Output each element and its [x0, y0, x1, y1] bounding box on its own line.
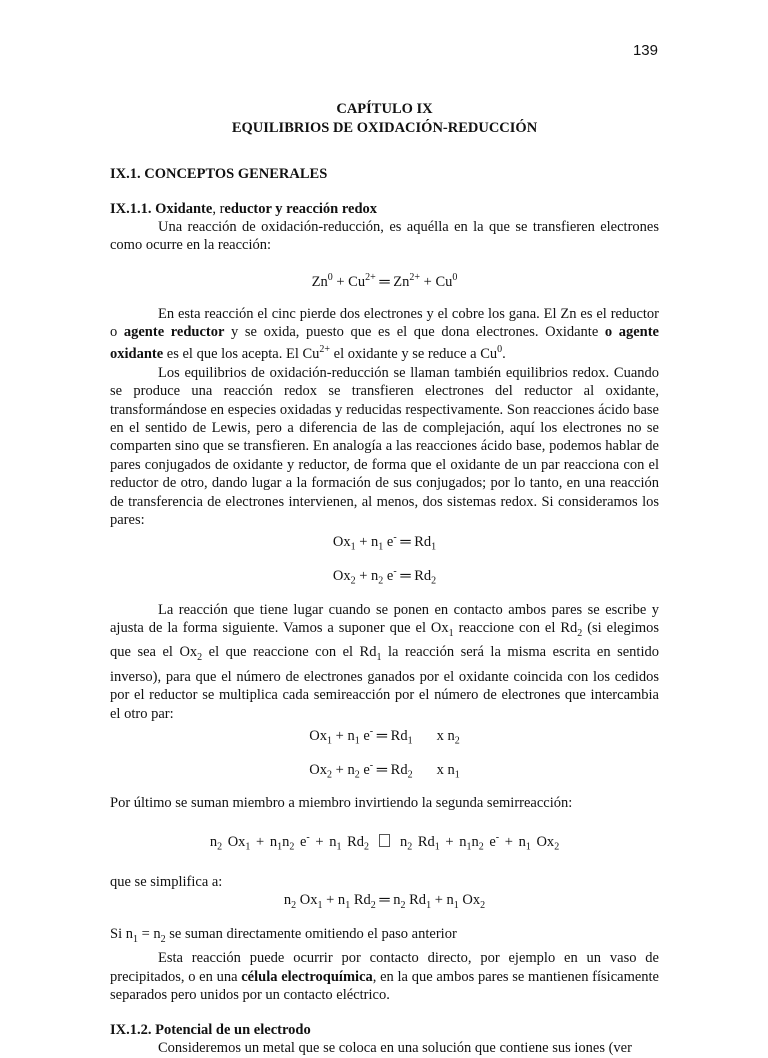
eq-text: + n [355, 567, 379, 584]
eq-text: Rd [341, 833, 364, 850]
text: (si elegimos que sea el Ox [110, 620, 659, 661]
eq-sub: 2 [350, 575, 356, 587]
equation-pair-2-first [110, 723, 659, 751]
eq-text: e [359, 761, 370, 778]
sub: 1 [448, 628, 454, 640]
missing-arrow-glyph-icon [379, 834, 390, 847]
eq-text: Rd [350, 891, 371, 908]
equation-simplified [110, 891, 659, 915]
eq-sub: 1 [277, 841, 283, 853]
eq-sup: - [306, 831, 310, 843]
subsection-heading-oxidante [110, 201, 659, 218]
eq-sub: 2 [431, 575, 437, 587]
eq-text: + n [332, 761, 355, 778]
eq-text: Ox [309, 761, 328, 778]
eq-text: Rd [405, 891, 427, 908]
eq-text: + n [309, 833, 337, 850]
eq-sub: 2 [364, 841, 369, 853]
eq-text: Rd [412, 833, 435, 850]
chapter-number: CAPÍTULO IX [336, 101, 433, 117]
eq-text: ═ Rd [373, 761, 408, 778]
text: la reacción será la misma escrita en sentido inverso), para que el número de electrones ganados por el oxidante coincida con los cedidos por el reductor se multiplica cada semireacción por el número de electrones que intercambia el otro par: [110, 644, 659, 722]
eq-text: Ox [332, 534, 351, 551]
eq-text: n [209, 833, 218, 850]
eq-text: Ox [296, 891, 318, 908]
page-number: 139 [632, 42, 658, 59]
eq-text: ═ Zn [375, 273, 410, 290]
eq-sup: - [369, 759, 374, 771]
eq-text: Ox [458, 891, 481, 908]
eq-sub: 2 [407, 841, 413, 853]
heading-text: IX.1.2. Potencial de un electrodo [110, 1022, 311, 1039]
page-content [110, 100, 659, 1058]
text: y se oxida, puesto que es el que dona electrones. Oxidante [224, 324, 605, 341]
eq-sub: 1 [454, 769, 460, 781]
section-heading: IX.1. CONCEPTOS GENERALES [110, 166, 328, 182]
text: es el que los acepta. El Cu [163, 346, 320, 363]
text: se suman directamente omitiendo el paso anterior [165, 925, 457, 942]
text: el que reaccione con el Rd [202, 644, 377, 661]
eq-sup: 2+ [365, 271, 376, 283]
equation-pair-1-first [110, 529, 659, 557]
eq-sup: 0 [452, 271, 458, 283]
eq-sub: 1 [431, 542, 437, 554]
paragraph-redox-equilibria: Los equilibrios de oxidación-reducción se llaman también equilibrios redox. Cuando se produce una reacción redox se transfieren electrones del reductor al oxidante, transformándose en especies oxidadas y reducidas respectivamente. Son reacciones ácido base en el sentido de Lewis, pero a diferencia de las de complejación, aquí los electrones no se comparten sino que se transfieren. En analogía a las reacciones ácido base, podemos hablar de pares conjugados de oxidante y reductor, de forma que el oxidante de un par reacciona con el reductor de otro, dando lugar a la formación de sus conjugados; por lo tanto, en una reacción de transferencia de electrones intervienen, al menos, dos sistemas redox. Si consideramos los pares: [110, 364, 659, 528]
paragraph-sum: Por último se suman miembro a miembro invirtiendo la segunda semirreacción: [110, 795, 573, 812]
eq-sub: 2 [554, 841, 560, 853]
paragraph-electrode: Consideremos un metal que se coloca en una solución que contiene sus iones (ver [158, 1040, 632, 1057]
eq-sub: 1 [350, 542, 356, 554]
paragraph-reaction-setup [110, 601, 659, 723]
eq-sub: 2 [480, 899, 486, 911]
eq-sub: 1 [453, 899, 459, 911]
equation-sum [110, 829, 659, 857]
sup: 0 [497, 344, 503, 356]
text: En esta reacción el cinc pierde dos electrones y el cobre los gana. El Zn es el reductor o [110, 305, 659, 341]
eq-text: ═ n [375, 891, 401, 908]
eq-sub: 1 [327, 735, 333, 747]
sub: 2 [197, 652, 203, 664]
eq-text: e [383, 534, 394, 551]
eq-sub: 1 [466, 841, 472, 853]
eq-sub: 1 [426, 899, 432, 911]
bold-term: agente reductor [123, 324, 225, 341]
subsection-heading-potencial [110, 1022, 659, 1039]
eq-text: Ox [332, 567, 351, 584]
sub: 1 [376, 652, 382, 664]
eq-text: Ox [530, 833, 555, 850]
eq-sub: 1 [317, 899, 323, 911]
eq-sub: 2 [291, 899, 297, 911]
eq-sup: 2+ [409, 271, 421, 283]
eq-text: + n [439, 833, 467, 850]
eq-sub: 1 [245, 841, 251, 853]
eq-text: e [483, 833, 496, 850]
text: el oxidante y se reduce a Cu [330, 346, 498, 363]
eq-text: n [283, 891, 292, 908]
eq-text: + n [250, 833, 278, 850]
heading-part: IX.1.1. Oxidante [110, 201, 213, 217]
eq-text: + n [499, 833, 526, 850]
eq-text: + n [431, 891, 454, 908]
eq-text: e [359, 727, 370, 744]
eq-text: e [383, 567, 394, 584]
eq-sub: 1 [354, 735, 360, 747]
equation-pair-2-second [110, 757, 659, 785]
eq-text: + Cu [420, 273, 453, 290]
eq-sub: 1 [525, 841, 531, 853]
eq-sub: 1 [407, 735, 413, 747]
eq-text: e [294, 833, 307, 850]
eq-text: + Cu [332, 273, 366, 290]
paragraph-equal-n [110, 925, 659, 949]
eq-sub: 2 [354, 769, 360, 781]
eq-sub: 2 [454, 735, 460, 747]
eq-sub: 2 [289, 841, 295, 853]
equation-zn-cu [110, 269, 659, 291]
text: Si n [110, 925, 133, 942]
text: , en la que ambos pares se mantienen físicamente separados pero unidos por un contacto eléctrico. [110, 968, 659, 1003]
eq-sub: 2 [400, 899, 406, 911]
eq-text: Zn [311, 273, 328, 290]
chapter-title: EQUILIBRIOS DE OXIDACIÓN-REDUCCIÓN [231, 120, 538, 136]
eq-sub: 1 [434, 841, 440, 853]
eq-sub: 2 [478, 841, 484, 853]
eq-text: n [471, 833, 479, 850]
eq-text: ═ Rd [373, 727, 408, 744]
paragraph-simplify: que se simplifica a: [110, 873, 223, 890]
heading-part: , r [212, 201, 225, 217]
paragraph-reductor [110, 305, 659, 364]
equation-pair-1-second [110, 563, 659, 591]
sup: 2+ [319, 344, 331, 356]
eq-text: ═ Rd [396, 534, 432, 551]
eq-sub: 1 [345, 899, 351, 911]
eq-text: n [282, 833, 290, 850]
eq-sub: 2 [327, 769, 333, 781]
eq-text: + n [355, 534, 379, 551]
sub: 2 [160, 933, 166, 945]
eq-text: x n [436, 727, 455, 744]
eq-text: ═ Rd [396, 567, 432, 584]
paragraph-electrochemical-cell [110, 949, 659, 1004]
eq-sup: 0 [327, 271, 333, 283]
text: = n [137, 925, 161, 942]
eq-sub: 2 [370, 899, 376, 911]
heading-part: eductor y reacción redox [224, 201, 378, 217]
eq-sub: 2 [217, 841, 223, 853]
bold-term: o agente oxidante [110, 324, 659, 363]
bold-term: célula electroquímica [241, 968, 373, 985]
eq-sub: 2 [378, 575, 384, 587]
eq-text: x n [436, 761, 455, 778]
sub: 1 [132, 933, 138, 945]
eq-text: n [400, 833, 408, 850]
eq-sup: - [369, 726, 374, 737]
text: . [502, 346, 506, 363]
eq-text: Ox [222, 833, 246, 850]
eq-sup: - [393, 532, 397, 544]
eq-sub: 1 [336, 841, 342, 853]
eq-sub: 2 [407, 769, 413, 781]
sub: 2 [577, 628, 583, 640]
eq-text: + n [332, 727, 355, 744]
paragraph-intro: Una reacción de oxidación-reducción, es aquélla en la que se transfieren electrones como ocurre en la reacción: [110, 219, 659, 254]
eq-text: Ox [309, 727, 328, 744]
eq-sub: 1 [378, 542, 384, 554]
text: reaccione con el Rd [453, 620, 578, 637]
eq-sup: - [393, 566, 397, 578]
text: Esta reacción puede ocurrir por contacto directo, por ejemplo en un vaso de precipitados, o en una [110, 950, 659, 985]
eq-sup: - [495, 831, 500, 843]
eq-text: + n [322, 891, 346, 908]
text: La reacción que tiene lugar cuando se ponen en contacto ambos pares se escribe y ajusta de la forma siguiente. Vamos a suponer que el Ox [110, 601, 659, 637]
